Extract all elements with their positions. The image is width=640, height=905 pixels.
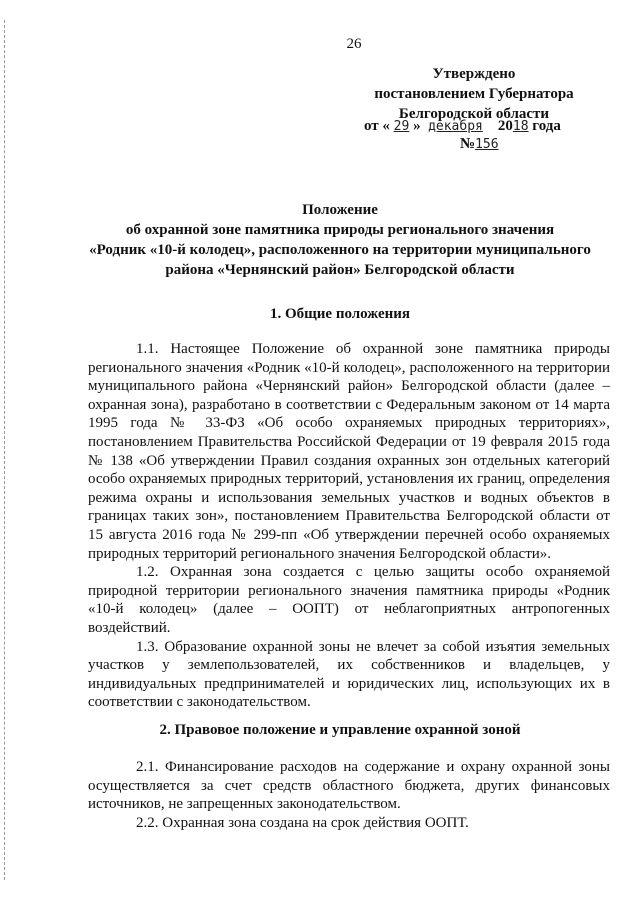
date-year-suffix: 18	[512, 119, 529, 134]
page-number: 26	[346, 36, 362, 52]
approval-block	[340, 64, 608, 124]
paragraph-1-1: 1.1. Настоящее Положение об охранной зоне памятника природы регионального значения «Родник «10-й колодец», расположенного на территории муниципального района «Чернянский район» Белгородской области (далее – охранная зона), разработано в соответствии с Федеральным законом от 14 марта 1995 года № 33-ФЗ «Об особо охраняемых природных территориях», постановлением Правительства Российской Федерации от 19 февраля 2015 года № 138 «Об утверждении Правил создания охранных зон отдельных категорий особо охраняемых природных территорий, установления их границ, определения режима охраны и использования земельных участков и водных объектов в границах таких зон», постановлением Правительства Белгородской области от 15 августа 2016 года № 299-пп «Об утверждении перечней особо охраняемых природных территорий регионального значения Белгородской области».	[88, 341, 610, 562]
number-prefix: №	[460, 136, 476, 152]
document-title	[60, 200, 620, 280]
date-mid: »	[413, 118, 421, 134]
title-line-2: об охранной зоне памятника природы регионального значения	[125, 222, 555, 238]
approval-line-1: Утверждено	[432, 66, 516, 82]
title-line-3: «Родник «10-й колодец», расположенного на территории муниципального	[89, 242, 591, 258]
title-line-4: района «Чернянский район» Белгородской области	[165, 262, 515, 278]
scan-edge-line	[4, 20, 6, 880]
date-prefix: от «	[364, 118, 390, 134]
paragraph-1-3: 1.3. Образование охранной зоны не влечет за собой изъятия земельных участков у землепользователей, их собственников и владельцев, у индивидуальных предпринимателей и юридических лиц, использующих их в соответствии с законодательством.	[88, 638, 610, 711]
date-day: 29	[393, 119, 410, 134]
date-year-word: года	[532, 118, 561, 134]
title-line-1: Положение	[302, 202, 378, 218]
date-month: декабря	[428, 119, 483, 134]
approval-line-3: Белгородской области	[398, 106, 550, 122]
approval-number	[460, 136, 499, 153]
date-year-prefix: 20	[497, 118, 513, 134]
section-1-heading: 1. Общие положения	[269, 306, 411, 322]
paragraph-1-2: 1.2. Охранная зона создается с целью защиты особо охраняемой природной территории регионального значения памятника природы «Родник «10-й колодец» (далее – ООПТ) от неблагоприятных антропогенных воздействий.	[88, 564, 610, 636]
approval-line-2: постановлением Губернатора	[374, 86, 574, 102]
approval-date	[364, 118, 561, 135]
section-1-body	[88, 340, 610, 712]
number-value: 156	[475, 137, 499, 152]
paragraph-2-2: 2.2. Охранная зона создана на срок действия ООПТ.	[136, 814, 469, 831]
section-2-heading: 2. Правовое положение и управление охранной зоной	[159, 722, 521, 738]
section-2-body	[88, 758, 610, 832]
paragraph-2-1: 2.1. Финансирование расходов на содержание и охрану охранной зоны осуществляется за счет средств областного бюджета, других финансовых источников, не запрещенных законодательством.	[88, 759, 610, 813]
